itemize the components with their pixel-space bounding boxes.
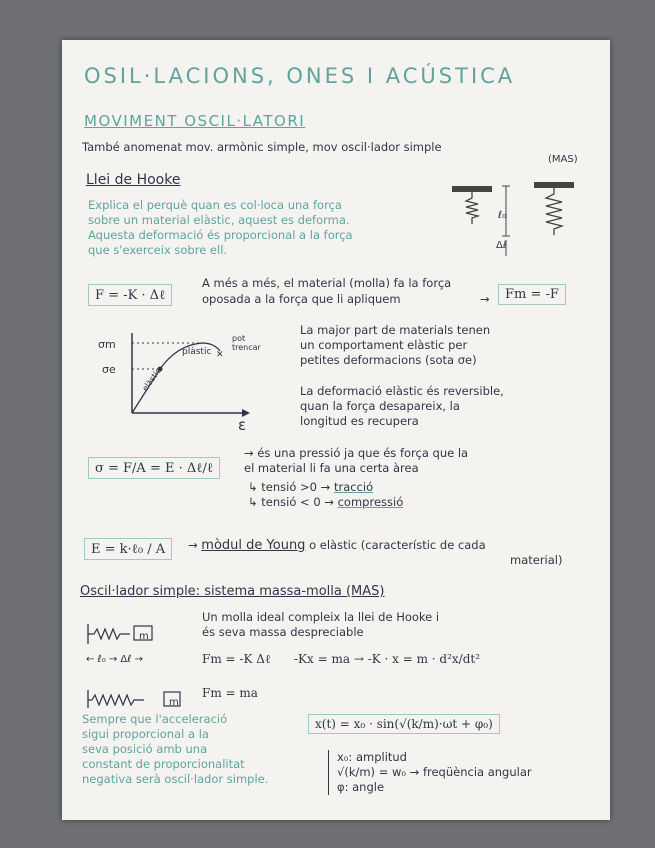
graph-para-1-line-3: petites deformacions (sota σe) bbox=[300, 353, 477, 367]
legend-amplitude: x₀: amplitud bbox=[337, 750, 407, 764]
left-para-line-3: seva posició amb una bbox=[82, 742, 208, 756]
legend-frequency: √(k/m) = w₀ → freqüència angular bbox=[337, 765, 532, 779]
stress-desc-line-1: → és una pressió ja que és força que la bbox=[244, 446, 469, 460]
break-label-1: pot bbox=[232, 334, 246, 343]
oscillator-eq1: Fm = -K Δℓ bbox=[202, 652, 271, 666]
graph-para-2-line-1: La deformació elàstic és reversible, bbox=[300, 384, 504, 398]
young-label: mòdul de Young bbox=[201, 538, 306, 553]
stress-desc-line-2: el material li fa una certa àrea bbox=[244, 461, 419, 475]
left-para-line-2: sigui proporcional a la bbox=[82, 727, 209, 741]
oscillator-legend bbox=[328, 750, 532, 795]
graph-para-1-line-2: un comportament elàstic per bbox=[300, 338, 468, 352]
spring-l0-label: ℓ₀ bbox=[498, 210, 507, 221]
graph-para-1 bbox=[300, 323, 490, 368]
mass-label-2: m bbox=[169, 697, 179, 708]
fm-formula: Fm = -F bbox=[498, 284, 566, 305]
young-label-end: material) bbox=[510, 553, 563, 567]
young-label-rest: o elàstic (característic de cada bbox=[309, 538, 486, 552]
traccio-prefix: ↳ tensió >0 → bbox=[248, 480, 334, 494]
hooke-note-line-1: A més a més, el material (molla) fa la força bbox=[202, 276, 452, 290]
left-para-line-1: Sempre que l'acceleració bbox=[82, 712, 228, 726]
hooke-line-1: Explica el perquè quan es col·loca una força bbox=[88, 198, 342, 212]
notebook-page bbox=[62, 40, 610, 820]
legend-angle: φ: angle bbox=[337, 780, 385, 794]
stress-traccio bbox=[248, 480, 373, 495]
page-title: OSIL·LACIONS, ONES I ACÚSTICA bbox=[84, 64, 516, 88]
left-para-line-5: negativa serà oscil·lador simple. bbox=[82, 772, 269, 786]
graph-plastic-label: plàstic bbox=[182, 347, 212, 357]
hooke-line-2: sobre un material elàstic, aquest es deforma. bbox=[88, 213, 350, 227]
oscillator-ideal-line-1: Un molla ideal compleix la llei de Hooke i bbox=[202, 610, 440, 624]
intro-text: També anomenat mov. armònic simple, mov oscil·lador simple bbox=[82, 140, 442, 154]
break-mark: ✕ bbox=[216, 350, 224, 360]
stress-formula: σ = F/A = E · Δℓ/ℓ bbox=[88, 457, 220, 479]
graph-para-2-line-3: longitud es recupera bbox=[300, 414, 419, 428]
length-labels: ← ℓ₀ → Δℓ → bbox=[86, 654, 143, 665]
compressio-prefix: ↳ tensió < 0 → bbox=[248, 495, 338, 509]
hooke-formula: F = -K · Δℓ bbox=[88, 284, 172, 306]
young-arrow: → bbox=[188, 538, 198, 552]
hooke-paragraph bbox=[88, 198, 353, 258]
left-para-line-4: constant de proporcionalitat bbox=[82, 757, 245, 771]
spring-dl-label: Δℓ bbox=[496, 240, 507, 251]
traccio-label: tracció bbox=[333, 480, 374, 494]
oscillator-heading: Oscil·lador simple: sistema massa-molla (MAS) bbox=[80, 584, 385, 599]
hooke-note-line-2: oposada a la força que li apliquem bbox=[202, 292, 401, 306]
oscillator-left-para bbox=[82, 712, 268, 787]
graph-para-1-line-1: La major part de materials tenen bbox=[300, 323, 491, 337]
graph-para-2 bbox=[300, 384, 504, 429]
section-heading-moviment: MOVIMENT OSCIL·LATORI bbox=[84, 112, 306, 130]
hooke-heading: Llei de Hooke bbox=[86, 172, 181, 188]
oscillator-ideal-line-2: és seva massa despreciable bbox=[202, 625, 364, 639]
mass-label-1: m bbox=[139, 631, 149, 642]
oscillator-eq2: Fm = ma bbox=[202, 686, 258, 700]
break-label-2: trencar bbox=[232, 343, 261, 352]
oscillator-eq-system: -Kx = ma → -K · x = m · d²x/dt² bbox=[294, 652, 481, 666]
graph-x-label: ε bbox=[238, 416, 247, 434]
graph-para-2-line-2: quan la força desapareix, la bbox=[300, 399, 460, 413]
graph-elastic-label: elàstic bbox=[140, 366, 163, 393]
compressio-label: compressió bbox=[337, 495, 404, 509]
graph-sigma-e: σe bbox=[102, 363, 116, 376]
intro-abbr: (MAS) bbox=[548, 154, 578, 165]
young-formula: E = k·ℓ₀ / A bbox=[84, 538, 172, 560]
stress-compressio bbox=[248, 495, 403, 510]
graph-sigma-m: σm bbox=[98, 338, 116, 351]
hooke-line-3: Aquesta deformació és proporcional a la força bbox=[88, 228, 353, 242]
springs-diagram-icon bbox=[450, 180, 590, 275]
hooke-line-4: que s'exerceix sobre ell. bbox=[88, 243, 228, 257]
arrow: → bbox=[480, 292, 490, 306]
oscillator-solution: x(t) = x₀ · sin(√(k/m)·ωt + φ₀) bbox=[308, 714, 500, 734]
graph-break-label bbox=[232, 334, 261, 352]
young-description bbox=[188, 538, 486, 553]
